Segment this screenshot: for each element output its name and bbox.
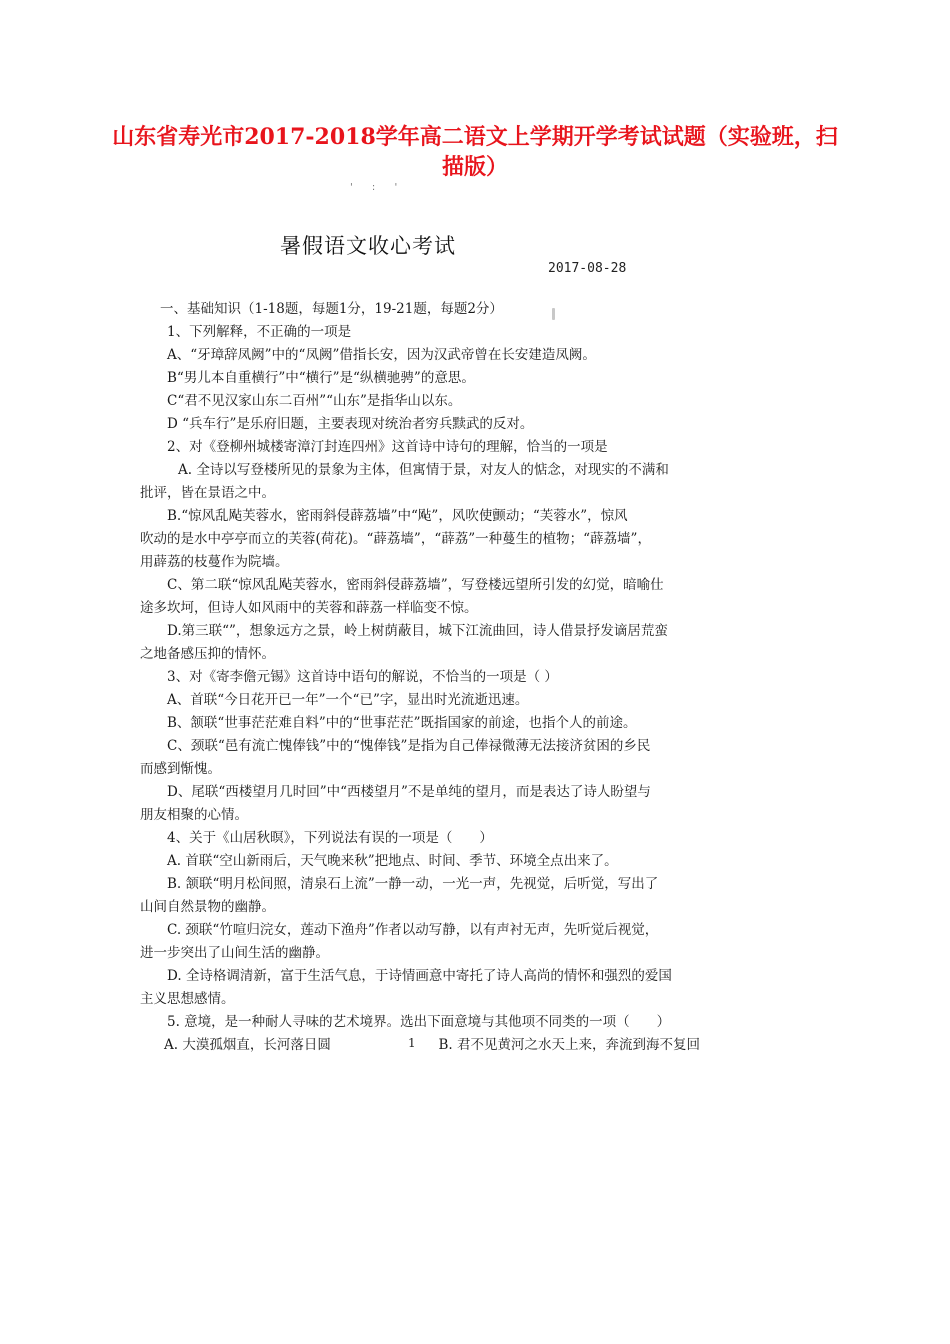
question-4-option-b-cont: 山间自然景物的幽静。 <box>140 899 275 915</box>
question-5-stem: 5. 意境，是一种耐人寻味的艺术境界。选出下面意境与其他项不同类的一项（ ） <box>167 1014 671 1030</box>
exam-date: 2017-08-28 <box>548 261 627 276</box>
question-2-option-b: B.“惊风乱飐芙蓉水，密雨斜侵薜荔墙”中“飐”，风吹使颤动；“芙蓉水”，惊风 <box>167 508 628 524</box>
question-5-option-a: A. 大漠孤烟直，长河落日圆 <box>164 1037 331 1053</box>
document-title <box>95 122 855 182</box>
question-2-option-d: D.第三联“”，想象远方之景，岭上树荫蔽目，城下江流曲回，诗人借景抒发谪居荒蛮 <box>167 623 668 639</box>
question-2-option-b-cont-2: 用薜荔的枝蔓作为院墙。 <box>140 554 289 570</box>
question-1-option-b: B“男儿本自重横行”中“横行”是“纵横驰骋”的意思。 <box>167 370 475 386</box>
document-title-line-1: 山东省寿光市2017-2018学年高二语文上学期开学考试试题（实验班，扫 <box>112 124 838 150</box>
question-2-option-c-cont: 途多坎坷，但诗人如风雨中的芙蓉和薜荔一样临变不惊。 <box>140 600 478 616</box>
question-1-stem: 1、下列解释，不正确的一项是 <box>167 324 352 340</box>
question-3-option-a: A、首联“今日花开已一年”一个“已”字，显出时光流逝迅速。 <box>167 692 529 708</box>
question-1-option-c: C“君不见汉家山东二百州”“山东”是指华山以东。 <box>167 393 462 409</box>
question-2-option-a: A. 全诗以写登楼所见的景象为主体，但寓情于景，对友人的惦念，对现实的不满和 <box>178 462 669 478</box>
exam-content <box>140 298 700 1057</box>
question-4-option-d-cont: 主义思想感情。 <box>140 991 235 1007</box>
question-5-option-b: B. 君不见黄河之水天上来，奔流到海不复回 <box>438 1037 700 1053</box>
question-1-option-a: A、“牙璋辞凤阙”中的“凤阙”借指长安，因为汉武帝曾在长安建造凤阙。 <box>167 347 596 363</box>
question-4-option-c: C. 颈联“竹喧归浣女，莲动下渔舟”作者以动写静，以有声衬无声，先听觉后视觉， <box>167 922 659 938</box>
question-4-option-a: A. 首联“空山新雨后，天气晚来秋”把地点、时间、季节、环境全点出来了。 <box>167 853 618 869</box>
question-3-stem: 3、对《寄李儋元锡》这首诗中语句的解说，不恰当的一项是（ ） <box>167 669 558 685</box>
question-4-option-c-cont: 进一步突出了山间生活的幽静。 <box>140 945 329 961</box>
question-3-option-c-cont: 而感到惭愧。 <box>140 761 221 777</box>
question-2-option-d-cont: 之地备感压抑的情怀。 <box>140 646 275 662</box>
question-4-option-b: B. 颔联“明月松间照，清泉石上流”一静一动，一光一声，先视觉，后听觉，写出了 <box>167 876 659 892</box>
document-title-line-2: 描版） <box>441 154 508 180</box>
question-4-option-d: D. 全诗格调清新，富于生活气息，于诗情画意中寄托了诗人高尚的情怀和强烈的爱国 <box>167 968 672 984</box>
question-3-option-b: B、颔联“世事茫茫难自料”中的“世事茫茫”既指国家的前途，也指个人的前途。 <box>167 715 637 731</box>
question-3-option-d: D、尾联“西楼望月几时回”中“西楼望月”不是单纯的望月，而是表达了诗人盼望与 <box>167 784 651 800</box>
question-2-option-c: C、第二联“惊风乱飐芙蓉水，密雨斜侵薜荔墙”，写登楼远望所引发的幻觉，暗喻仕 <box>167 577 664 593</box>
page-number: 1 <box>408 1036 416 1050</box>
question-1-option-d: D “兵车行”是乐府旧题，主要表现对统治者穷兵黩武的反对。 <box>167 416 534 432</box>
section-heading: 一、基础知识（1-18题，每题1分，19-21题，每题2分） <box>160 301 503 317</box>
question-5-options-row <box>140 1034 700 1057</box>
question-2-option-a-cont: 批评，皆在景语之中。 <box>140 485 275 501</box>
exam-title: 暑假语文收心考试 <box>280 234 456 258</box>
question-3-option-c: C、颈联“邑有流亡愧俸钱”中的“愧俸钱”是指为自己俸禄微薄无法接济贫困的乡民 <box>167 738 651 754</box>
question-2-option-b-cont-1: 吹动的是水中亭亭而立的芙蓉(荷花)。“薜荔墙”，“薜荔”一种蔓生的植物；“薜荔墙”， <box>140 531 651 547</box>
question-3-option-d-cont: 朋友相聚的心情。 <box>140 807 248 823</box>
question-4-stem: 4、关于《山居秋暝》，下列说法有误的一项是（ ） <box>167 830 493 846</box>
question-2-stem: 2、对《登柳州城楼寄漳汀封连四州》这首诗中诗句的理解，恰当的一项是 <box>167 439 608 455</box>
scan-artifact: ' : ' <box>350 182 406 193</box>
